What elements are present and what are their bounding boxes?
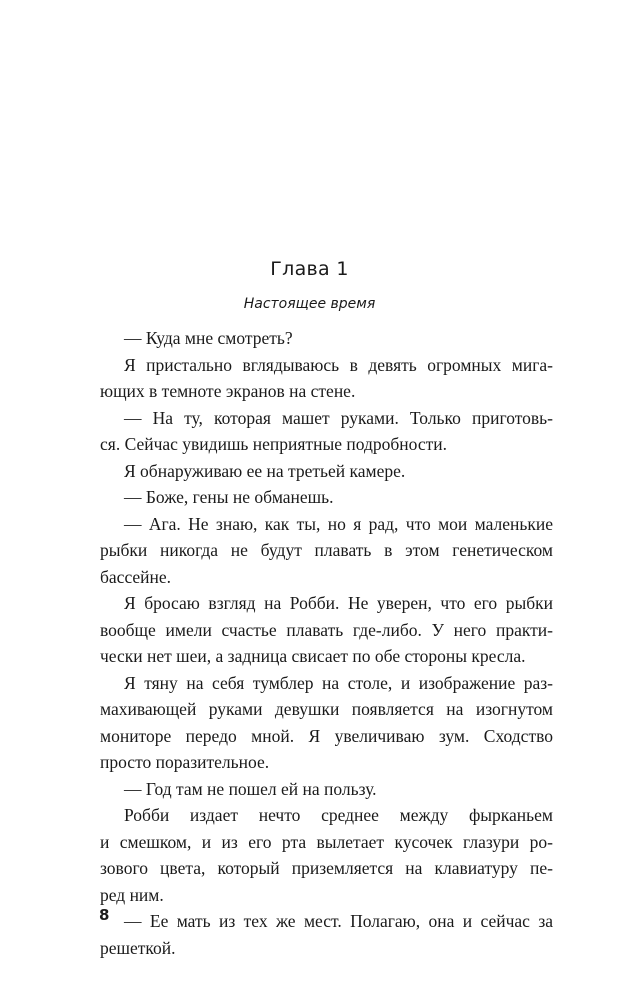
text-line: — Боже, гены не обманешь. [124,487,334,507]
text-line: мониторе передо мной. Я увеличиваю зум. Сходство [100,725,553,746]
text-line: махивающей руками девушки появляется на изогнутом [100,699,553,719]
text-line: вообще имели счастье плавать где-либо. У него практи- [100,619,553,640]
text-line: — Куда мне смотреть? [124,328,293,348]
page-number: 8 [99,906,110,924]
text-line: и смешком, и из его рта вылетает кусочек глазури ро- [100,831,553,852]
text-line: ред ним. [100,884,164,905]
text-line: — На ту, которая машет руками. Только приготовь- [124,407,553,428]
text-line: Я тяну на себя тумблер на столе, и изображение раз- [124,672,553,693]
text-line: зового цвета, который приземляется на клавиатуру пе- [100,858,553,878]
chapter-title: Глава 1 [270,258,349,280]
text-line: — Год там не пошел ей на пользу. [124,778,377,799]
text-line: — Ага. Не знаю, как ты, но я рад, что мои маленькие [124,513,553,534]
text-line: ющих в темноте экранов на стене. [100,381,356,401]
text-line: рыбки никогда не будут плавать в этом генетическом [100,540,553,560]
text-line: чески нет шеи, а задница свисает по обе стороны кресла. [100,646,526,666]
text-line: — Ее мать из тех же мест. Полагаю, она и сейчас за [124,911,553,931]
text-line: ся. Сейчас увидишь неприятные подробности. [100,434,447,454]
text-line: Я пристально вглядываюсь в девять огромных мига- [124,354,553,375]
chapter-subtitle: Настоящее время [243,296,376,312]
body-text [100,325,553,961]
text-line: решеткой. [100,937,176,958]
text-line: Я бросаю взгляд на Робби. Не уверен, что его рыбки [124,593,553,613]
text-line: бассейне. [100,566,172,587]
text-line: Я обнаруживаю ее на третьей камере. [124,460,406,481]
text-line: Робби издает нечто среднее между фырканьем [124,805,553,825]
text-line: просто поразительное. [100,752,270,772]
